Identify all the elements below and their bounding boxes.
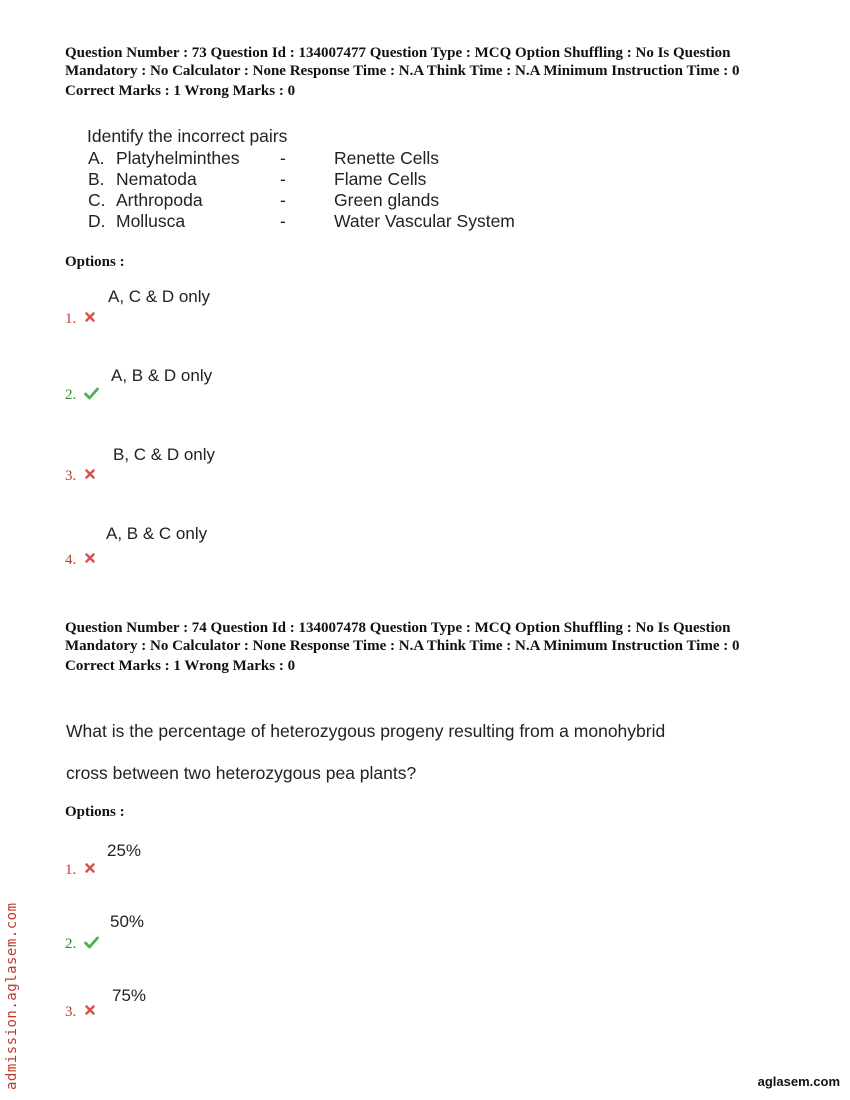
option-number: [65, 1004, 96, 1021]
pair-letter: B.: [88, 169, 105, 189]
option-text[interactable]: 25%: [107, 841, 142, 860]
cross-icon: [84, 552, 96, 569]
pair-name: Platyhelminthes: [116, 148, 240, 168]
question-meta-line: Mandatory : No Calculator : None Response Time : N.A Think Time : N.A Minimum Instruction Time : 0: [65, 638, 740, 654]
pair-dash: -: [280, 190, 286, 210]
pair-value: Water Vascular System: [334, 211, 515, 231]
option-number: [65, 862, 96, 879]
option-text[interactable]: B, C & D only: [113, 445, 216, 464]
pair-name: Arthropoda: [116, 190, 203, 210]
question-meta-line: Question Number : 73 Question Id : 134007477 Question Type : MCQ Option Shuffling : No Is Question: [65, 45, 731, 61]
option-number-label: 2.: [65, 936, 77, 953]
question-74-header: [65, 619, 805, 675]
question-73-header: [65, 44, 805, 100]
option-text[interactable]: A, B & D only: [111, 366, 213, 385]
side-watermark: admission.aglasem.com: [4, 902, 20, 1090]
option-number-label: 1.: [65, 862, 77, 878]
option-number: [65, 387, 99, 405]
pair-letter: D.: [88, 211, 106, 231]
option-number-label: 3.: [65, 468, 77, 484]
pair-value: Green glands: [334, 190, 440, 210]
pair-letter: A.: [88, 148, 105, 168]
cross-icon: [84, 862, 96, 879]
pair-value: Renette Cells: [334, 148, 440, 168]
cross-icon: [84, 468, 96, 485]
option-number: [65, 936, 99, 954]
option-text[interactable]: A, C & D only: [108, 287, 211, 306]
option-text[interactable]: A, B & C only: [106, 524, 208, 543]
option-text[interactable]: 50%: [110, 912, 145, 931]
options-label: Options :: [65, 254, 125, 270]
pair-dash: -: [280, 148, 286, 168]
checkmark-icon: [84, 387, 99, 405]
option-number-label: 1.: [65, 311, 77, 327]
pair-dash: -: [280, 169, 286, 189]
question-stem: What is the percentage of heterozygous progeny resulting from a monohybrid: [66, 721, 666, 741]
checkmark-icon: [84, 936, 99, 954]
options-label: Options :: [65, 804, 125, 820]
pair-value: Flame Cells: [334, 169, 427, 189]
question-meta-line: Mandatory : No Calculator : None Response Time : N.A Think Time : N.A Minimum Instruction Time : 0: [65, 63, 740, 79]
option-text[interactable]: 75%: [112, 986, 147, 1005]
marks-line: Correct Marks : 1 Wrong Marks : 0: [65, 83, 296, 99]
question-stem: Identify the incorrect pairs: [87, 126, 288, 146]
pair-name: Nematoda: [116, 169, 197, 189]
question-stem: cross between two heterozygous pea plants?: [66, 763, 417, 783]
pair-name: Mollusca: [116, 211, 186, 231]
option-number-label: 2.: [65, 387, 77, 404]
footer-brand[interactable]: aglasem.com: [757, 1074, 840, 1089]
option-number: [65, 552, 96, 569]
option-number-label: 3.: [65, 1004, 77, 1020]
cross-icon: [84, 311, 96, 328]
option-number: [65, 311, 96, 328]
pair-dash: -: [280, 211, 286, 231]
cross-icon: [84, 1004, 96, 1021]
option-number: [65, 468, 96, 485]
question-meta-line: Question Number : 74 Question Id : 134007478 Question Type : MCQ Option Shuffling : No Is Question: [65, 620, 731, 636]
pair-letter: C.: [88, 190, 106, 210]
marks-line: Correct Marks : 1 Wrong Marks : 0: [65, 658, 296, 674]
option-number-label: 4.: [65, 552, 77, 568]
